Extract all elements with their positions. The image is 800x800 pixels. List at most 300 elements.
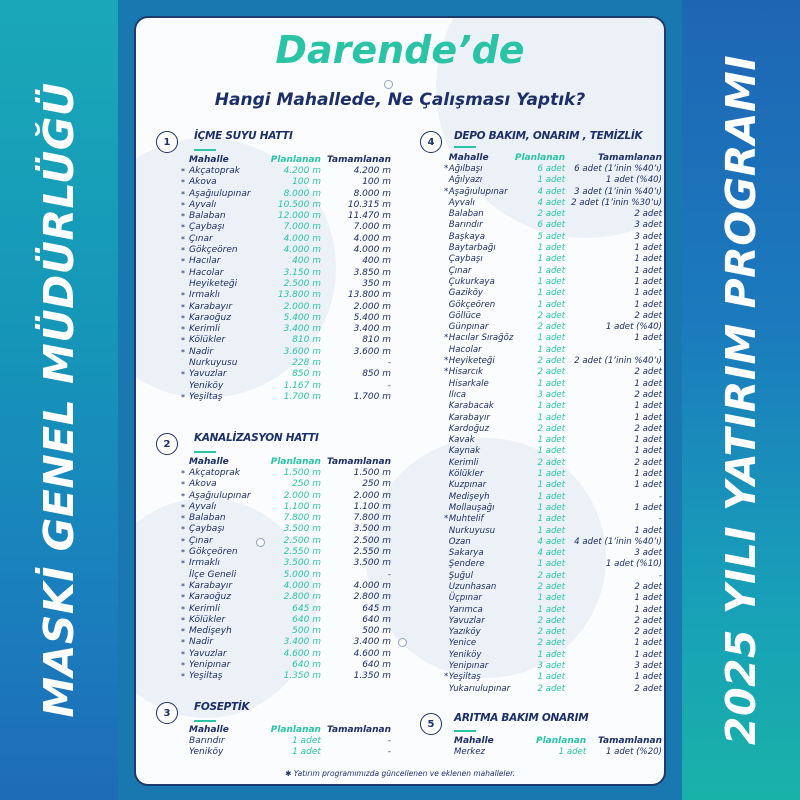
table-row	[181, 200, 391, 211]
updated-marker: *	[444, 356, 449, 367]
planned-value: 2 adet	[537, 310, 566, 321]
table-row	[181, 279, 391, 290]
table-row	[444, 661, 662, 672]
neighborhood-name: Hacılar Sırağöz	[448, 333, 514, 344]
table-row	[444, 311, 662, 322]
completed-value: 2 adet	[634, 457, 662, 468]
completed-value: -	[387, 380, 391, 391]
planned-value: 1 adet	[292, 736, 321, 746]
updated-marker: *	[181, 223, 185, 233]
completed-value: 400 m	[362, 256, 391, 267]
neighborhood-name: Irmaklı	[188, 558, 220, 569]
planned-value: 1 adet	[537, 480, 566, 491]
completed-value: 1 adet	[634, 469, 662, 480]
completed-value: 2 adet	[634, 389, 662, 400]
updated-marker: *	[181, 480, 185, 490]
completed-value: 13.800 m	[347, 290, 391, 301]
completed-value: 500 m	[362, 626, 391, 637]
updated-marker: *	[181, 491, 185, 501]
planned-value: 1 adet	[537, 604, 566, 615]
table-row	[181, 547, 391, 558]
updated-marker: *	[181, 661, 185, 671]
neighborhood-name: Yarımca	[448, 604, 483, 615]
neighborhood-name: Heyiketeği	[188, 278, 238, 289]
planned-value: 1 adet	[537, 435, 566, 446]
completed-value: 2 adet	[634, 423, 662, 434]
completed-value: 2 adet	[634, 615, 662, 626]
table-row	[444, 537, 662, 548]
neighborhood-name: Yenipınar	[448, 661, 489, 672]
completed-value: 6 adet (1’inin %40’ı)	[574, 164, 662, 174]
completed-value: 1.100 m	[353, 501, 391, 512]
depot-table	[444, 151, 662, 695]
header-tamamlanan: Tamamlanan	[326, 154, 391, 165]
neighborhood-name: Aşağıulupınar	[188, 188, 251, 199]
completed-value: 2.000 m	[353, 490, 391, 501]
header-spacer	[181, 153, 189, 166]
neighborhood-name: Hacolar	[448, 344, 482, 355]
table-row	[181, 637, 391, 648]
table-row	[444, 548, 662, 559]
updated-marker: *	[181, 615, 185, 625]
completed-value: 1 adet (%40)	[605, 322, 662, 333]
completed-value: 1 adet	[634, 265, 662, 276]
planned-value: 2.500 m	[283, 535, 321, 546]
neighborhood-name: Uzunhasan	[448, 581, 497, 592]
completed-value: 1 adet	[634, 401, 662, 412]
table-header-row	[181, 723, 391, 736]
table-row	[181, 256, 391, 267]
completed-value: 5.400 m	[353, 312, 391, 323]
planned-value: 1 adet	[537, 276, 566, 287]
completed-value: -	[658, 570, 662, 581]
table-header-row	[444, 151, 662, 164]
neighborhood-name: Kerimli	[448, 457, 479, 468]
neighborhood-name: Çaybaşı	[188, 222, 225, 233]
completed-value: 2 adet (1’inin %30’u)	[571, 197, 662, 208]
planned-value: 2 adet	[537, 683, 566, 694]
table-row	[181, 189, 391, 200]
completed-value: -	[658, 491, 662, 502]
planned-value: 1 adet	[537, 333, 566, 344]
table-row	[181, 671, 391, 682]
planned-value: 1 adet	[537, 299, 566, 310]
neighborhood-name: Medişeyh	[188, 626, 232, 637]
table-row	[444, 582, 662, 593]
completed-value: 2 adet	[634, 209, 662, 220]
completed-value: 810 m	[362, 335, 391, 346]
planned-value: 640 m	[292, 660, 321, 671]
table-row	[444, 401, 662, 412]
neighborhood-name: Balaban	[188, 513, 226, 524]
updated-marker: *	[181, 604, 185, 614]
completed-value: -	[387, 747, 391, 758]
table-row	[444, 684, 662, 695]
completed-value: 1 adet	[634, 254, 662, 265]
planned-value: 1 adet	[292, 747, 321, 758]
completed-value: 250 m	[362, 479, 391, 490]
planned-value: 2.500 m	[283, 278, 321, 289]
header-mahalle: Mahalle	[454, 735, 494, 746]
table-row	[181, 604, 391, 615]
completed-value: 8.000 m	[353, 188, 391, 199]
completed-value: 3.500 m	[353, 524, 391, 535]
table-row	[181, 381, 391, 392]
completed-value: 1 adet	[634, 378, 662, 389]
completed-value: 1 adet	[634, 288, 662, 299]
section-underline	[454, 146, 476, 148]
section-number: 4	[420, 131, 442, 153]
planned-value: 10.500 m	[277, 199, 321, 210]
planned-value: 6 adet	[537, 164, 566, 174]
updated-marker	[444, 747, 454, 758]
completed-value: 2 adet	[634, 367, 662, 378]
updated-marker: *	[181, 672, 185, 682]
completed-value: 2 adet	[634, 310, 662, 321]
table-row	[444, 254, 662, 265]
updated-marker: *	[181, 167, 185, 176]
completed-value: 1 adet	[634, 604, 662, 615]
planned-value: 3 adet	[537, 661, 566, 672]
table-row	[444, 672, 662, 683]
section-underline	[194, 149, 216, 151]
planned-value: 3.500 m	[283, 524, 321, 535]
table-row	[181, 479, 391, 490]
planned-value: 4.000 m	[283, 233, 321, 244]
planned-value: 400 m	[292, 256, 321, 267]
planned-value: 5.000 m	[283, 569, 321, 580]
completed-value: 3 adet	[634, 548, 662, 559]
neighborhood-name: Kaynak	[448, 446, 481, 457]
completed-value: 2 adet	[634, 683, 662, 694]
header-spacer	[444, 734, 454, 747]
table-row	[181, 581, 391, 592]
planned-value: 640 m	[292, 614, 321, 625]
planned-value: 2.000 m	[283, 301, 321, 312]
section-number: 2	[156, 433, 178, 455]
completed-value: 1 adet	[634, 502, 662, 513]
neighborhood-name: Çaybaşı	[448, 254, 483, 265]
section-underline	[454, 730, 476, 732]
planned-value: 500 m	[292, 626, 321, 637]
neighborhood-name: Aşağıulupınar	[448, 186, 508, 197]
planned-value: 1 adet	[537, 288, 566, 299]
neighborhood-name: Yeniköy	[448, 649, 482, 660]
table-header-row	[181, 153, 391, 166]
table-row	[444, 209, 662, 220]
page-subtitle: Hangi Mahallede, Ne Çalışması Yaptık?	[214, 90, 586, 110]
planned-value: 2 adet	[537, 457, 566, 468]
table-row	[444, 469, 662, 480]
section-number: 5	[420, 713, 442, 735]
planned-value: 1 adet	[537, 491, 566, 502]
completed-value: 2.550 m	[353, 547, 391, 558]
planned-value: 1 adet	[537, 401, 566, 412]
table-row	[444, 288, 662, 299]
planned-value: 2 adet	[537, 423, 566, 434]
updated-marker: *	[181, 581, 185, 591]
planned-value: 3.150 m	[283, 267, 321, 278]
updated-marker: *	[444, 186, 449, 197]
neighborhood-name: Gökçeören	[448, 299, 496, 310]
planned-value: 1 adet	[537, 175, 566, 186]
planned-value: 4.600 m	[283, 648, 321, 659]
planned-value: 1 adet	[537, 446, 566, 457]
footnote: ✱ Yatırım programımızda güncellenen ve eklenen mahalleler.	[285, 769, 515, 778]
planned-value: 810 m	[292, 335, 321, 346]
updated-marker: *	[181, 189, 185, 199]
updated-marker: *	[444, 514, 449, 525]
table-row	[444, 164, 662, 175]
neighborhood-name: Kuzpınar	[448, 480, 487, 491]
neighborhood-name: Ağılbaşı	[448, 164, 483, 174]
completed-value: 4.000 m	[353, 580, 391, 591]
table-row	[444, 367, 662, 378]
updated-marker: *	[181, 593, 185, 603]
neighborhood-name: Karabayır	[188, 301, 233, 312]
table-row	[181, 324, 391, 335]
planned-value: 1 adet	[537, 378, 566, 389]
table-row	[181, 513, 391, 524]
table-row	[444, 277, 662, 288]
decor-dot	[398, 638, 407, 647]
completed-value: 3.400 m	[353, 637, 391, 648]
completed-value: 4.000 m	[353, 233, 391, 244]
neighborhood-name: Şendere	[448, 559, 485, 570]
updated-marker: *	[181, 325, 185, 335]
section-title: FOSEPTİK	[194, 701, 250, 713]
updated-marker: *	[181, 302, 185, 312]
neighborhood-name: Başkaya	[448, 231, 485, 242]
neighborhood-name: Mollauşağı	[448, 502, 495, 513]
completed-value: 3 adet	[634, 661, 662, 672]
completed-value: 4.600 m	[353, 648, 391, 659]
table-row	[444, 492, 662, 503]
neighborhood-name: Muhtelif	[448, 514, 484, 525]
updated-marker: *	[181, 627, 185, 637]
planned-value: 3.400 m	[283, 324, 321, 335]
neighborhood-name: Yeniköy	[189, 747, 224, 758]
neighborhood-name: Karaoğuz	[188, 312, 231, 323]
completed-value: 1 adet	[634, 446, 662, 457]
section-title: ARITMA BAKIM ONARIM	[454, 712, 589, 724]
neighborhood-name: Heyiketeği	[448, 356, 495, 367]
section-title: İÇME SUYU HATTI	[194, 130, 293, 142]
completed-value: 4.000 m	[353, 245, 391, 256]
updated-marker: *	[181, 649, 185, 659]
planned-value: 4 adet	[537, 197, 566, 208]
table-row	[444, 446, 662, 457]
planned-value: 3.500 m	[283, 558, 321, 569]
planned-value: 2.800 m	[283, 592, 321, 603]
planned-value: 100 m	[292, 177, 321, 188]
updated-marker: *	[181, 291, 185, 301]
planned-value: 2 adet	[537, 367, 566, 378]
updated-marker: *	[181, 246, 185, 256]
table-row	[444, 175, 662, 186]
header-tamamlanan: Tamamlanan	[597, 735, 662, 746]
neighborhood-name: Balaban	[188, 211, 226, 222]
table-row	[444, 616, 662, 627]
neighborhood-name: Yeniköy	[188, 380, 224, 391]
planned-value: 1 adet	[537, 649, 566, 660]
neighborhood-name: Kölükler	[448, 469, 484, 480]
table-row	[181, 166, 391, 177]
septic-table	[181, 723, 391, 759]
planned-value: 8.000 m	[283, 188, 321, 199]
completed-value: 1 adet (%10)	[605, 559, 662, 570]
neighborhood-name: Barındır	[189, 736, 225, 746]
table-row	[444, 435, 662, 446]
planned-value: 2 adet	[537, 322, 566, 333]
planned-value: 5 adet	[537, 231, 566, 242]
content-card	[134, 16, 666, 786]
sewer-table	[181, 455, 391, 683]
completed-value: 3.400 m	[353, 324, 391, 335]
table-row	[444, 424, 662, 435]
completed-value: 3 adet	[634, 231, 662, 242]
header-mahalle: Mahalle	[448, 152, 489, 163]
table-row	[444, 605, 662, 616]
table-row	[444, 333, 662, 344]
table-row	[444, 390, 662, 401]
neighborhood-name: Günpınar	[448, 322, 489, 333]
completed-value: 7.000 m	[353, 222, 391, 233]
table-row	[181, 245, 391, 256]
planned-value: 4 adet	[537, 548, 566, 559]
neighborhood-name: Akova	[188, 177, 217, 188]
planned-value: 4 adet	[537, 536, 566, 547]
table-row	[181, 211, 391, 222]
table-row	[444, 571, 662, 582]
completed-value: 1 adet	[634, 593, 662, 604]
table-row	[181, 524, 391, 535]
table-row	[444, 480, 662, 491]
updated-marker	[181, 736, 189, 747]
completed-value: 1 adet	[634, 649, 662, 660]
neighborhood-name: Yeşiltaş	[188, 391, 223, 402]
table-row	[181, 468, 391, 479]
neighborhood-name: Medişeyh	[448, 491, 490, 502]
neighborhood-name: Ozan	[448, 536, 471, 547]
planned-value: 2 adet	[537, 570, 566, 581]
completed-value: 1 adet	[634, 480, 662, 491]
updated-marker: *	[181, 212, 185, 222]
planned-value: 12.000 m	[277, 211, 321, 222]
planned-value: 250 m	[292, 479, 321, 490]
completed-value: 1 adet	[634, 412, 662, 423]
neighborhood-name: Nadir	[188, 637, 214, 648]
completed-value: 1 adet	[634, 276, 662, 287]
neighborhood-name: Çaybaşı	[188, 524, 225, 535]
updated-marker: *	[181, 559, 185, 569]
table-row	[181, 222, 391, 233]
completed-value: 3.850 m	[353, 267, 391, 278]
planned-value: 4.000 m	[283, 580, 321, 591]
neighborhood-name: Göllüce	[448, 310, 481, 321]
section-underline	[194, 720, 216, 722]
planned-value: 1 adet	[537, 412, 566, 423]
completed-value: 3 adet (1’inin %40’ı)	[574, 186, 662, 197]
completed-value: 645 m	[362, 603, 391, 614]
table-row	[444, 345, 662, 356]
planned-value: 1 adet	[537, 672, 566, 683]
completed-value: 1 adet	[634, 333, 662, 344]
table-row	[181, 392, 391, 403]
table-row	[444, 356, 662, 367]
header-spacer	[181, 455, 189, 468]
table-row	[444, 638, 662, 649]
neighborhood-name: Aşağıulupınar	[188, 490, 251, 501]
table-row	[181, 615, 391, 626]
completed-value: -	[387, 736, 391, 746]
table-row	[444, 747, 662, 758]
neighborhood-name: Yazıköy	[448, 627, 481, 638]
updated-marker: *	[181, 257, 185, 267]
updated-marker: *	[181, 200, 185, 210]
updated-marker: *	[181, 525, 185, 535]
treatment-table	[444, 734, 662, 758]
neighborhood-name: Kavak	[448, 435, 475, 446]
completed-value: 1 adet	[634, 638, 662, 649]
table-header-row	[444, 734, 662, 747]
neighborhood-name: Kerimli	[188, 603, 221, 614]
completed-value: 2.000 m	[353, 301, 391, 312]
planned-value: 1 adet	[537, 525, 566, 536]
completed-value: -	[658, 514, 662, 525]
updated-marker: *	[181, 347, 185, 357]
header-planlanan: Planlanan	[270, 724, 321, 735]
planned-value: 7.800 m	[283, 513, 321, 524]
neighborhood-name: Barındır	[448, 220, 483, 231]
neighborhood-name: Baytarbağı	[448, 243, 496, 254]
completed-value: 4.200 m	[353, 166, 391, 176]
neighborhood-name: Çınar	[188, 233, 213, 244]
completed-value: 4 adet (1’inin %40’ı)	[574, 536, 662, 547]
neighborhood-name: Hacılar	[188, 256, 221, 267]
page-title: Darende’de	[275, 28, 525, 72]
completed-value: 1 adet	[634, 525, 662, 536]
updated-marker	[181, 747, 189, 758]
updated-marker	[181, 279, 189, 290]
table-row	[181, 660, 391, 671]
section-underline	[194, 451, 216, 453]
updated-marker: *	[181, 502, 185, 512]
section-number: 1	[156, 131, 178, 153]
planned-value: 1.100 m	[283, 501, 321, 512]
planned-value: 3.400 m	[283, 637, 321, 648]
table-row	[444, 559, 662, 570]
completed-value: 2.500 m	[353, 535, 391, 546]
neighborhood-name: Balaban	[448, 209, 484, 220]
completed-value: 100 m	[362, 177, 391, 188]
table-row	[181, 302, 391, 313]
updated-marker: *	[181, 392, 185, 402]
table-row	[444, 526, 662, 537]
planned-value: 4.000 m	[283, 245, 321, 256]
planned-value: 2.550 m	[283, 547, 321, 558]
updated-marker: *	[181, 469, 185, 478]
table-row	[181, 290, 391, 301]
neighborhood-name: Yavuzlar	[188, 369, 227, 380]
section-number: 3	[156, 702, 178, 724]
completed-value: 2 adet (1’inin %40’ı)	[574, 356, 662, 367]
table-row	[444, 627, 662, 638]
header-planlanan: Planlanan	[270, 154, 321, 165]
planned-value: 2 adet	[537, 581, 566, 592]
table-row	[181, 491, 391, 502]
updated-marker: *	[181, 536, 185, 546]
